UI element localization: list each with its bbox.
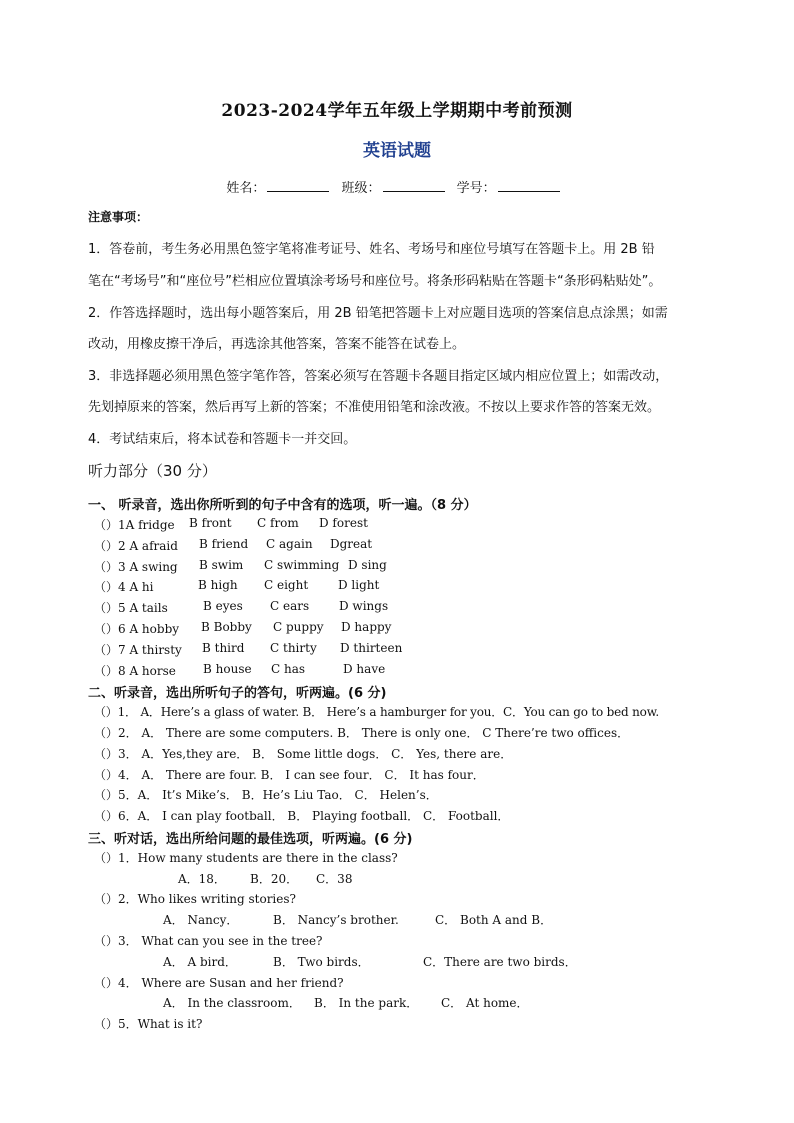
option-b: B eyes [203,599,243,613]
option-a: （）5 A tails [94,601,168,615]
class-blank[interactable] [383,179,445,192]
question-row: （）5．A． It’s Mike’s． B．He’s Liu Tao． C． Helen’s． [94,788,438,802]
question-row: （）2．Who likes writing stories? [94,892,296,906]
option-c: C from [257,516,299,530]
options-row [0,953,794,969]
option-a: （）8 A horse [94,664,176,678]
option-c: C．38 [316,872,353,886]
notice-line: 笔在“考场号”和“座位号”栏相应位置填涂考场号和座位号。将条形码粘贴在答题卡“条形码粘贴处”。 [88,274,662,289]
option-c: C thirty [270,641,317,655]
section-3-title: 三、听对话，选出所给问题的最佳选项，听两遍。(6 分) [88,832,413,847]
student-info-line [0,177,794,196]
question-row: （）6．A． I can play football． B． Playing football． C． Football． [94,809,510,823]
option-c: C． At home． [441,996,529,1010]
notice-line: 3．非选择题必须用黑色签字笔作答，答案必须写在答题卡各题目指定区域内相应位置上；如需改动， [88,369,669,384]
question-row: （）5．What is it? [94,1017,203,1031]
option-a: （）7 A thirsty [94,643,182,657]
option-a: （）1A fridge [94,518,175,532]
section-1-title: 一、 听录音，选出你所听到的句子中含有的选项，听一遍。（8 分） [88,498,477,513]
option-c: C again [266,537,313,551]
option-b: B． Two birds． [273,955,370,969]
notice-heading: 注意事项： [88,210,149,224]
notice-line: 2．作答选择题时，选出每小题答案后，用 2B 铅笔把答题卡上对应题目选项的答案信息点涂黑；如需 [88,306,668,321]
option-c: C eight [264,578,309,592]
option-b: B third [202,641,245,655]
option-c: C puppy [273,620,324,634]
option-b: B house [203,662,252,676]
option-d: Dgreat [330,537,373,551]
question-row: （）1． A．Here’s a glass of water. B． Here’s a hamburger for you．C．You can go to bed now. [94,705,659,719]
notice-line: 4．考试结束后，将本试卷和答题卡一并交回。 [88,432,357,447]
option-b: B swim [199,558,244,572]
option-b: B． In the park． [314,996,419,1010]
notice-line: 先划掉原来的答案，然后再写上新的答案；不准使用铅笔和涂改液。不按以上要求作答的答案无效。 [88,400,661,415]
option-a: A． A bird． [163,955,237,969]
option-a: A． In the classroom． [163,996,301,1010]
option-b: B．20． [250,872,299,886]
option-b: B front [189,516,232,530]
option-d: D wings [339,599,389,613]
option-d: D happy [341,620,392,634]
option-a: （）4 A hi [94,580,154,594]
option-d: D forest [319,516,368,530]
option-d: D sing [348,558,387,572]
option-d: D thirteen [340,641,403,655]
option-c: C has [271,662,306,676]
option-c: C．There are two birds． [423,955,577,969]
question-row: （）3． What can you see in the tree? [94,934,323,948]
option-c: C ears [270,599,310,613]
question-row: （）2． A． There are some computers. B． There is only one． C There’re two offices． [94,726,630,740]
question-row: （）3． A．Yes,they are． B． Some little dogs． C． Yes, there are． [94,747,513,761]
question-row: （）1．How many students are there in the class? [94,851,398,865]
option-b: B friend [199,537,249,551]
options-row [0,870,794,886]
notice-line: 1．答卷前，考生务必用黑色签字笔将准考证号、姓名、考场号和座位号填写在答题卡上。用 2B 铅 [88,242,655,257]
class-label: 班级： [341,181,381,196]
options-row [0,994,794,1010]
option-a: A． Nancy． [163,913,239,927]
option-d: D have [343,662,386,676]
question-row: （）4． A． There are four. B． I can see four． C． It has four． [94,768,485,782]
listening-part-title: 听力部分（30 分） [88,462,217,480]
options-row [0,911,794,927]
id-label: 学号： [456,181,496,196]
section-2-title: 二、听录音，选出所听句子的答句，听两遍。(6 分) [88,686,387,701]
option-c: C swimming [264,558,340,572]
option-a: （）6 A hobby [94,622,180,636]
page-subtitle: 英语试题 [363,141,431,161]
option-c: C． Both A and B． [435,913,553,927]
option-a: （）2 A afraid [94,539,178,553]
option-a: A．18． [178,872,226,886]
id-blank[interactable] [498,179,560,192]
name-label: 姓名： [226,181,266,196]
option-b: B Bobby [201,620,252,634]
page-title: 2023-2024学年五年级上学期期中考前预测 [221,101,573,121]
name-blank[interactable] [267,179,329,192]
option-b: B high [198,578,238,592]
option-b: B． Nancy’s brother. [273,913,399,927]
question-row: （）4． Where are Susan and her friend? [94,976,344,990]
option-a: （）3 A swing [94,560,178,574]
option-d: D light [338,578,380,592]
notice-line: 改动，用橡皮擦干净后，再选涂其他答案，答案不能答在试卷上。 [88,337,466,352]
